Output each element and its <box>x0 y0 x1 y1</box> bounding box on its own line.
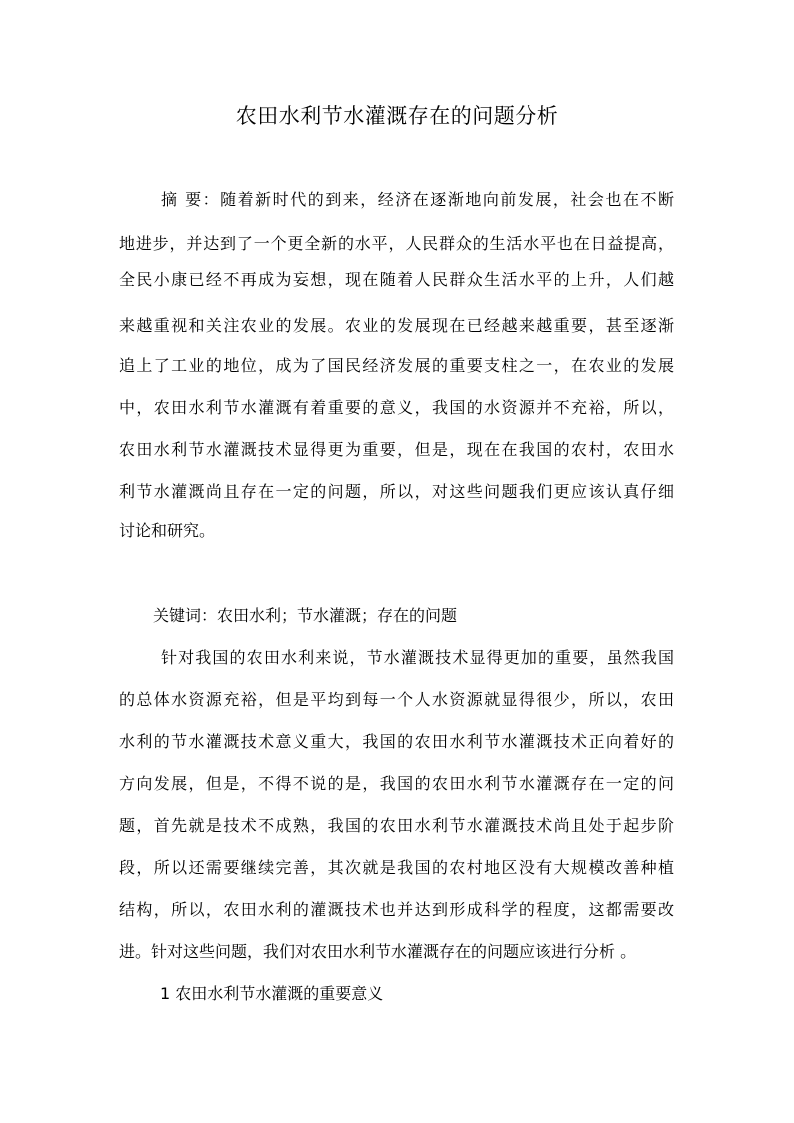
body-line: 题，首先就是技术不成熟，我国的农田水利节水灌溉技术尚且处于起步阶 <box>119 816 674 835</box>
body-line: 段，所以还需要继续完善，其次就是我国的农村地区没有大规模改善种植 <box>119 858 674 877</box>
body-line: 方向发展，但是，不得不说的是，我国的农田水利节水灌溉存在一定的问 <box>119 774 674 793</box>
body-line: 结构，所以，农田水利的灌溉技术也并达到形成科学的程度，这都需要改 <box>119 900 674 919</box>
abstract-line: 讨论和研究。 <box>119 521 216 540</box>
abstract-line: 摘 要：随着新时代的到来，经济在逐渐地向前发展，社会也在不断 <box>161 190 674 209</box>
abstract-line: 中，农田水利节水灌溉有着重要的意义，我国的水资源并不充裕，所以， <box>119 398 674 417</box>
abstract-line: 追上了工业的地位，成为了国民经济发展的重要支柱之一，在农业的发展 <box>119 356 674 375</box>
abstract-line: 来越重视和关注农业的发展。农业的发展现在已经越来越重要，甚至逐渐 <box>119 316 674 335</box>
abstract-line: 地进步，并达到了一个更全新的水平，人民群众的生活水平也在日益提高， <box>119 234 674 253</box>
body-line: 水利的节水灌溉技术意义重大，我国的农田水利节水灌溉技术正向着好的 <box>119 732 674 751</box>
section-heading: 1 农田水利节水灌溉的重要意义 <box>160 984 384 1003</box>
body-line: 针对我国的农田水利来说，节水灌溉技术显得更加的重要，虽然我国 <box>161 648 674 667</box>
body-line: 的总体水资源充裕，但是平均到每一个人水资源就显得很少，所以，农田 <box>119 690 674 709</box>
abstract-line: 利节水灌溉尚且存在一定的问题，所以，对这些问题我们更应该认真仔细 <box>119 482 674 501</box>
abstract-line: 全民小康已经不再成为妄想，现在随着人民群众生活水平的上升，人们越 <box>119 270 674 289</box>
body-line: 进。针对这些问题，我们对农田水利节水灌溉存在的问题应该进行分析 。 <box>119 942 637 961</box>
abstract-line: 农田水利节水灌溉技术显得更为重要，但是，现在在我国的农村，农田水 <box>119 440 674 459</box>
keywords: 关键词：农田水利；节水灌溉；存在的问题 <box>153 606 458 625</box>
document-title: 农田水利节水灌溉存在的问题分析 <box>235 104 559 128</box>
